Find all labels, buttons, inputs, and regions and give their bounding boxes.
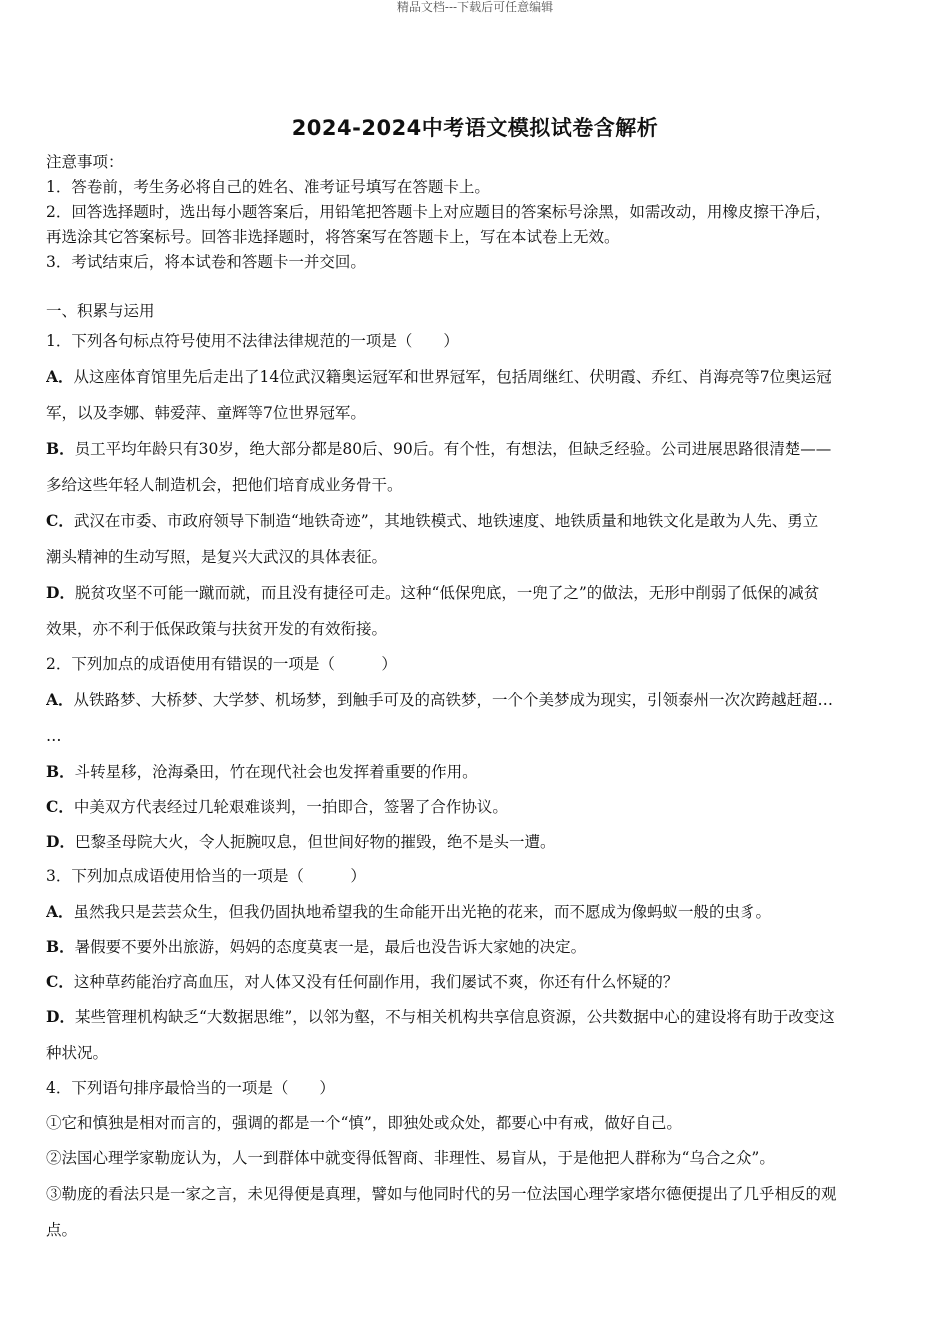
option-c: [46, 964, 908, 999]
option-label: B．: [46, 439, 75, 458]
notice-item: 1．答卷前，考生务必将自己的姓名、准考证号填写在答题卡上。: [46, 178, 490, 196]
question-3-stem: 3．下列加点成语使用恰当的一项是（ ）: [46, 867, 366, 885]
spacer: [46, 275, 908, 299]
option-text: 这种草药能治疗高血压，对人体又没有任何副作用，我们屡试不爽，你还有什么怀疑的？: [73, 973, 679, 991]
option-label: B．: [46, 762, 75, 781]
sentence-3: ③勒庞的看法只是一家之言，未见得便是真理，譬如与他同时代的另一位法国心理学家塔尔德便提出了几乎相反的观: [46, 1185, 837, 1203]
option-d: [46, 824, 908, 859]
option-label: A．: [46, 690, 74, 709]
option-text: 从铁路梦、大桥梦、大学梦、机场梦，到触手可及的高铁梦，一个个美梦成为现实，引领泰州一次次跨越赶超…: [73, 691, 834, 709]
option-label: C．: [46, 797, 74, 816]
option-continuation: …: [46, 727, 62, 745]
option-label: C．: [46, 972, 74, 991]
option-a: [46, 894, 908, 929]
option-text: 虽然我只是芸芸众生，但我仍固执地希望我的生命能开出光艳的花来，而不愿成为像蚂蚁一般的虫豸。: [73, 903, 772, 921]
option-label: A．: [46, 367, 74, 386]
option-continuation: 种状况。: [46, 1044, 109, 1062]
option-d: [46, 999, 908, 1035]
option-text: 从这座体育馆里先后走出了14位武汉籍奥运冠军和世界冠军，包括周继红、伏明霞、乔红、肖海亮等7位奥运冠: [73, 368, 832, 386]
option-continuation: 潮头精神的生动写照，是复兴大武汉的具体表征。: [46, 548, 388, 566]
notice-heading: 注意事项：: [46, 153, 124, 171]
option-b: [46, 431, 908, 467]
option-text: 员工平均年龄只有30岁，绝大部分都是80后、90后。有个性，有想法，但缺乏经验。公司进展思路很清楚——: [74, 440, 832, 458]
option-text: 武汉在市委、市政府领导下制造“地铁奇迹”，其地铁模式、地铁速度、地铁质量和地铁文化是敢为人先、勇立: [73, 512, 819, 530]
option-text: 脱贫攻坚不可能一蹴而就，而且没有捷径可走。这种“低保兜底，一兜了之”的做法，无形中削弱了低保的减贫: [74, 584, 820, 602]
option-text: 某些管理机构缺乏“大数据思维”，以邻为壑，不与相关机构共享信息资源，公共数据中心的建设将有助于改变这: [74, 1008, 835, 1026]
question-1-stem: 1．下列各句标点符号使用不法律法律规范的一项是（ ）: [46, 332, 459, 350]
option-b: [46, 929, 908, 964]
option-text: 中美双方代表经过几轮艰难谈判，一拍即合，签署了合作协议。: [73, 798, 508, 816]
option-label: B．: [46, 937, 75, 956]
option-label: D．: [46, 583, 75, 602]
option-b: [46, 754, 908, 789]
option-a: [46, 682, 908, 718]
sentence-1: ①它和慎独是相对而言的，强调的都是一个“慎”，即独处或众处，都要心中有戒，做好自己。: [46, 1114, 682, 1132]
page-header: 精品文档---下载后可任意编辑: [396, 0, 554, 14]
option-label: C．: [46, 511, 74, 530]
option-text: 斗转星移，沧海桑田，竹在现代社会也发挥着重要的作用。: [74, 763, 478, 781]
option-continuation: 效果，亦不利于低保政策与扶贫开发的有效衔接。: [46, 620, 388, 638]
option-label: D．: [46, 832, 75, 851]
question-4-stem: 4．下列语句排序最恰当的一项是（ ）: [46, 1079, 335, 1097]
document-body: [46, 150, 908, 1248]
notice-item: 2．回答选择题时，选出每小题答案后，用铅笔把答题卡上对应题目的答案标号涂黑，如需改动，用橡皮擦干净后，: [46, 203, 831, 221]
notice-item: 3．考试结束后，将本试卷和答题卡一并交回。: [46, 253, 366, 271]
sentence-2: ②法国心理学家勒庞认为，人一到群体中就变得低智商、非理性、易盲从，于是他把人群称为“乌合之众”。: [46, 1149, 775, 1167]
option-label: D．: [46, 1007, 75, 1026]
option-c: [46, 789, 908, 824]
option-continuation: 多给这些年轻人制造机会，把他们培育成业务骨干。: [46, 476, 403, 494]
option-text: 巴黎圣母院大火，令人扼腕叹息，但世间好物的摧毁，绝不是头一遭。: [74, 833, 556, 851]
option-text: 暑假要不要外出旅游，妈妈的态度莫衷一是，最后也没告诉大家她的决定。: [74, 938, 587, 956]
section-heading: 一、积累与运用: [46, 302, 155, 320]
sentence-3-continuation: 点。: [46, 1221, 78, 1239]
option-c: [46, 503, 908, 539]
question-2-stem: 2．下列加点的成语使用有错误的一项是（ ）: [46, 655, 397, 673]
page-title: 2024-2024中考语文模拟试卷含解析: [291, 116, 659, 140]
option-a: [46, 359, 908, 395]
option-d: [46, 575, 908, 611]
option-label: A．: [46, 902, 74, 921]
notice-item: 再选涂其它答案标号。回答非选择题时，将答案写在答题卡上，写在本试卷上无效。: [46, 228, 620, 246]
option-continuation: 军，以及李娜、韩爱萍、童辉等7位世界冠军。: [46, 404, 366, 422]
